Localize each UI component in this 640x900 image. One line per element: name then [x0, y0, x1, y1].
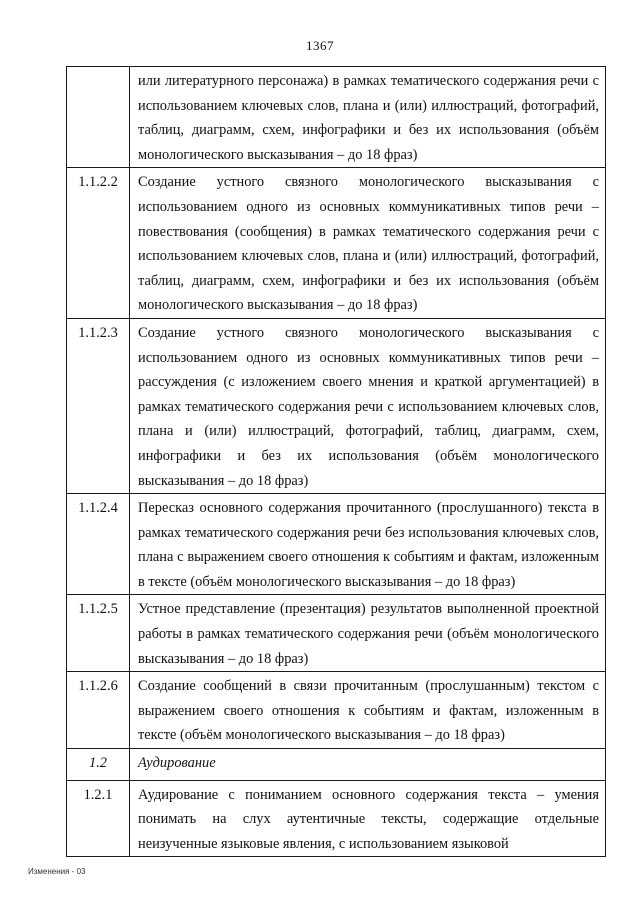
- row-number: 1.2.1: [67, 780, 130, 857]
- row-text: Создание сообщений в связи прочитанным (прослушанным) текстом с выражением своего отношения к событиям и фактам, изложенным в тексте (объём монологического высказывания – до 18 фраз): [130, 672, 606, 749]
- row-number: 1.1.2.4: [67, 494, 130, 595]
- table-row: [67, 595, 606, 672]
- table-row: [67, 318, 606, 493]
- row-number: 1.1.2.5: [67, 595, 130, 672]
- table-row: [67, 494, 606, 595]
- row-number: 1.1.2.3: [67, 318, 130, 493]
- row-text: Аудирование с пониманием основного содержания текста – умения понимать на слух аутентичные тексты, содержащие отдельные неизученные языковые явления, с использованием языковой: [130, 780, 606, 857]
- table-row: [67, 168, 606, 319]
- row-number: [67, 67, 130, 168]
- row-number: 1.1.2.6: [67, 672, 130, 749]
- table-row: [67, 67, 606, 168]
- row-number: 1.1.2.2: [67, 168, 130, 319]
- section-heading-row: [67, 749, 606, 781]
- content-table: [66, 66, 606, 857]
- row-text: Пересказ основного содержания прочитанного (прослушанного) текста в рамках тематического содержания речи без использования ключевых слов, плана с выражением своего отношения к событиям и фактам, изложенным в тексте (объём монологического высказывания – до 18 фраз): [130, 494, 606, 595]
- table-row: [67, 672, 606, 749]
- row-text: Устное представление (презентация) результатов выполненной проектной работы в рамках тематического содержания речи (объём монологического высказывания – до 18 фраз): [130, 595, 606, 672]
- row-text: или литературного персонажа) в рамках тематического содержания речи с использованием ключевых слов, плана и (или) иллюстраций, фотографий, таблиц, диаграмм, схем, инфографики и без их использования (объём монологического высказывания – до 18 фраз): [130, 67, 606, 168]
- section-title: Аудирование: [130, 749, 606, 781]
- section-number: 1.2: [67, 749, 130, 781]
- row-text: Создание устного связного монологического высказывания с использованием одного из основных коммуникативных типов речи – рассуждения (с изложением своего мнения и краткой аргументацией) в рамках тематического содержания речи с использованием ключевых слов, плана и (или) иллюстраций, фотографий, таблиц, диаграмм, схем, инфографики и без их использования (объём монологического высказывания – до 18 фраз): [130, 318, 606, 493]
- footer-note: Изменения - 03: [28, 867, 86, 876]
- row-text: Создание устного связного монологического высказывания с использованием одного из основных коммуникативных типов речи – повествования (сообщения) в рамках тематического содержания речи с использованием ключевых слов, плана и (или) иллюстраций, фотографий, таблиц, диаграмм, схем, инфографики и без их использования (объём монологического высказывания – до 18 фраз): [130, 168, 606, 319]
- page-number: 1367: [306, 38, 334, 53]
- table-row: [67, 780, 606, 857]
